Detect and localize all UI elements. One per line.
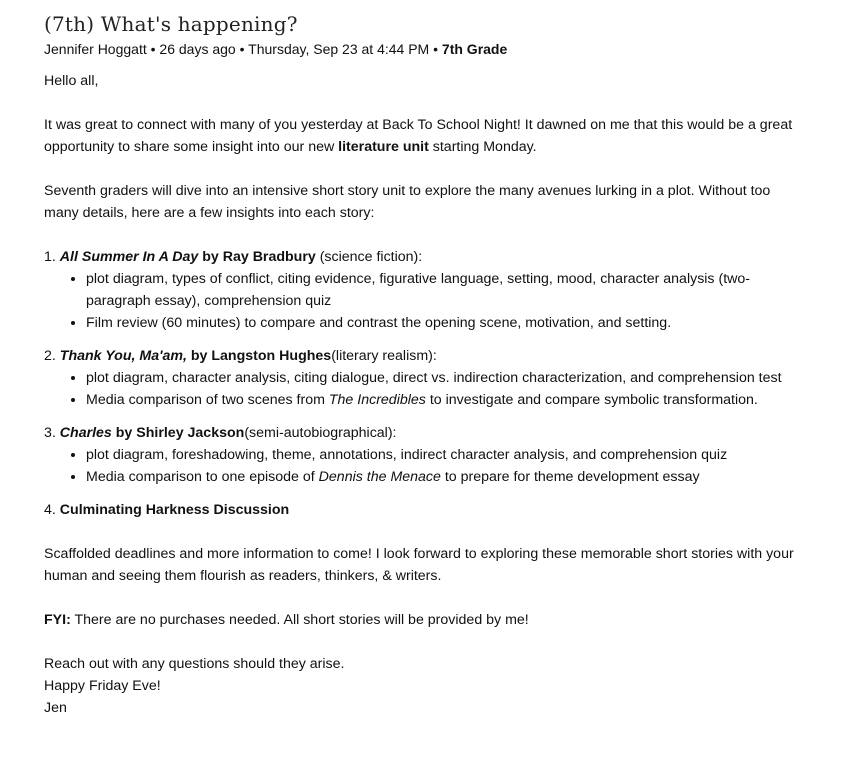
- grade-tag[interactable]: 7th Grade: [441, 41, 508, 57]
- signature: Jen: [44, 700, 67, 716]
- story-genre: (semi-autobiographical):: [244, 425, 397, 441]
- paragraph-overview: Seventh graders will dive into an intensive short story unit to explore the many avenues lurking in a plot. Without too many details, here are a few insights into each story:: [44, 183, 771, 221]
- list-item: • plot diagram, types of conflict, citing evidence, figurative language, setting, mood, character analysis (two-paragraph essay), comprehension quiz: [86, 268, 804, 312]
- author-name[interactable]: Jennifer Hoggatt: [44, 41, 147, 57]
- post-meta: [44, 38, 804, 60]
- closing-line: Reach out with any questions should they arise.: [44, 656, 345, 672]
- story-title: All Summer In A Day: [59, 249, 199, 265]
- story-genre: (science fiction):: [315, 249, 423, 265]
- literature-unit-text: literature unit: [338, 139, 429, 155]
- list-item: • Media comparison of two scenes from The Incredibles to investigate and compare symbolic transformation.: [86, 389, 804, 411]
- story-item: 2. Thank You, Ma'am, by Langston Hughes(literary realism): • plot diagram, character analysis, citing dialogue, direct vs. indirection characterization, and comprehension test • Media comparison of two scenes from The Incredibles to investigate and compare symbolic transformation.: [44, 345, 804, 411]
- meta-separator: •: [429, 41, 442, 57]
- meta-separator: •: [235, 41, 249, 57]
- relative-time: 26 days ago: [159, 41, 236, 57]
- story-list: [44, 246, 804, 521]
- post-datetime: Thursday, Sep 23 at 4:44 PM: [248, 41, 430, 57]
- closing-line: Happy Friday Eve!: [44, 678, 161, 694]
- meta-separator: •: [146, 41, 160, 57]
- list-item: • plot diagram, foreshadowing, theme, annotations, indirect character analysis, and comprehension quiz: [86, 444, 804, 466]
- story-bullets: [44, 367, 804, 411]
- post-title: (7th) What's happening?: [44, 12, 298, 36]
- story-author: by Shirley Jackson: [111, 425, 245, 441]
- paragraph-deadlines: Scaffolded deadlines and more information to come! I look forward to exploring these memorable short stories with your human and seeing them flourish as readers, thinkers, & writers.: [44, 546, 794, 584]
- story-item: 1. All Summer In A Day by Ray Bradbury (science fiction): • plot diagram, types of conflict, citing evidence, figurative language, setting, mood, character analysis (two-paragraph essay), comprehension quiz • Film review (60 minutes) to compare and contrast the opening scene, motivation, and setting.: [44, 246, 804, 334]
- greeting: Hello all,: [44, 73, 99, 89]
- story-title: Thank You, Ma'am,: [59, 348, 187, 364]
- story-item: 3. Charles by Shirley Jackson(semi-autobiographical): • plot diagram, foreshadowing, theme, annotations, indirect character analysis, and comprehension quiz • Media comparison to one episode of Dennis the Menace to prepare for theme development essay: [44, 422, 804, 488]
- list-item: • Media comparison to one episode of Dennis the Menace to prepare for theme development essay: [86, 466, 804, 488]
- story-author: by Ray Bradbury: [198, 249, 316, 265]
- story-title: Charles: [59, 425, 112, 441]
- story-genre: (literary realism):: [331, 348, 437, 364]
- post: [44, 10, 804, 719]
- story-title: Culminating Harkness Discussion: [59, 502, 290, 518]
- list-item: • Film review (60 minutes) to compare and contrast the opening scene, motivation, and setting.: [86, 312, 804, 334]
- fyi-note: FYI: There are no purchases needed. All short stories will be provided by me!: [44, 612, 529, 628]
- story-item: 4. Culminating Harkness Discussion: [44, 502, 290, 518]
- fyi-label: FYI:: [44, 612, 71, 628]
- story-author: by Langston Hughes: [186, 348, 332, 364]
- list-item: • plot diagram, character analysis, citing dialogue, direct vs. indirection characterization, and comprehension test: [86, 367, 804, 389]
- story-bullets: [44, 444, 804, 488]
- paragraph-intro: It was great to connect with many of you yesterday at Back To School Night! It dawned on me that this would be a great opportunity to share some insight into our new literature unit starting Monday.: [44, 117, 793, 155]
- story-bullets: [44, 268, 804, 334]
